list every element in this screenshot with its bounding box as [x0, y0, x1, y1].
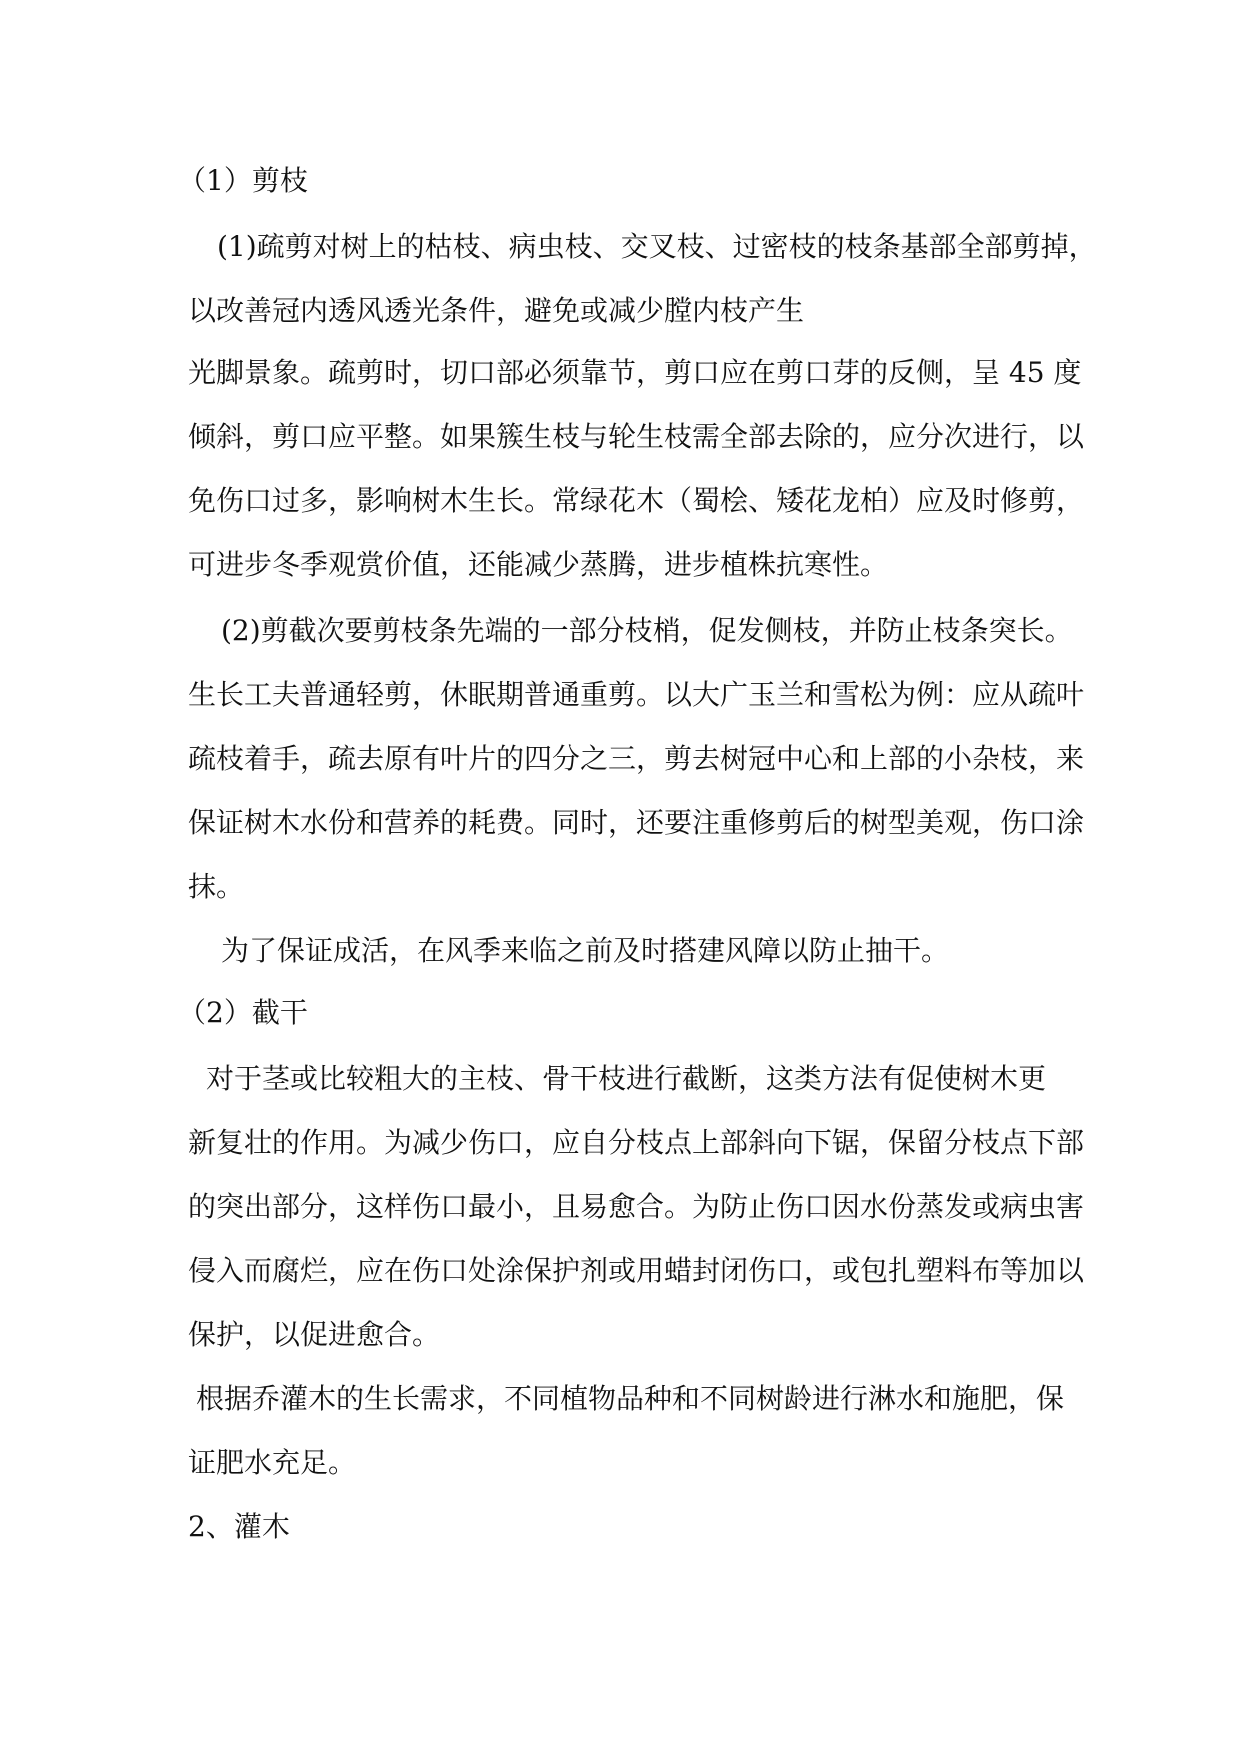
- paragraph-trunk-cutting-line-5: 保护，以促进愈合。: [188, 1318, 441, 1351]
- paragraph-watering-line-2: 证肥水充足。: [188, 1446, 357, 1479]
- paragraph-thinning-line-5: 免伤口过多，影响树木生长。常绿花木（蜀桧、矮花龙柏）应及时修剪，: [188, 484, 1085, 517]
- paragraph-thinning-line-3: 光脚景象。疏剪时，切口部必须靠节，剪口应在剪口芽的反侧，呈 45 度: [188, 356, 1082, 389]
- paragraph-thinning-line-1: (1)疏剪对树上的枯枝、病虫枝、交叉枝、过密枝的枝条基部全部剪掉，: [217, 230, 1097, 263]
- paragraph-heading-back-line-1: (2)剪截次要剪枝条先端的一部分枝梢，促发侧枝，并防止枝条突长。: [221, 614, 1073, 647]
- paragraph-windbreak: 为了保证成活，在风季来临之前及时搭建风障以防止抽干。: [221, 934, 950, 967]
- paragraph-thinning-line-6: 可进步冬季观赏价值，还能减少蒸腾，进步植株抗寒性。: [188, 548, 889, 581]
- paragraph-heading-back-line-2: 生长工夫普通轻剪，休眠期普通重剪。以大广玉兰和雪松为例：应从疏叶: [188, 678, 1085, 711]
- paragraph-trunk-cutting-line-3: 的突出部分，这样伤口最小，且易愈合。为防止伤口因水份蒸发或病虫害: [188, 1190, 1085, 1223]
- paragraph-heading-back-line-3: 疏枝着手，疏去原有叶片的四分之三，剪去树冠中心和上部的小杂枝，来: [188, 742, 1085, 775]
- paragraph-thinning-line-2: 以改善冠内透风透光条件，避免或减少膛内枝产生: [188, 294, 805, 327]
- paragraph-heading-back-line-5: 抹。: [188, 870, 245, 903]
- paragraph-heading-back-line-4: 保证树木水份和营养的耗费。同时，还要注重修剪后的树型美观，伤口涂: [188, 806, 1085, 839]
- paragraph-thinning-line-4: 倾斜，剪口应平整。如果簇生枝与轮生枝需全部去除的，应分次进行，以: [188, 420, 1085, 453]
- section-heading-pruning: （1）剪枝: [178, 164, 308, 197]
- section-heading-trunk-cutting: （2）截干: [178, 996, 308, 1029]
- section-heading-shrubs: 2、灌木: [188, 1510, 290, 1543]
- paragraph-trunk-cutting-line-4: 侵入而腐烂，应在伤口处涂保护剂或用蜡封闭伤口，或包扎塑料布等加以: [188, 1254, 1085, 1287]
- paragraph-watering-line-1: 根据乔灌木的生长需求，不同植物品种和不同树龄进行淋水和施肥，保: [196, 1382, 1065, 1415]
- paragraph-trunk-cutting-line-2: 新复壮的作用。为减少伤口，应自分枝点上部斜向下锯，保留分枝点下部: [188, 1126, 1085, 1159]
- paragraph-trunk-cutting-line-1: 对于茎或比较粗大的主枝、骨干枝进行截断，这类方法有促使树木更: [206, 1062, 1047, 1095]
